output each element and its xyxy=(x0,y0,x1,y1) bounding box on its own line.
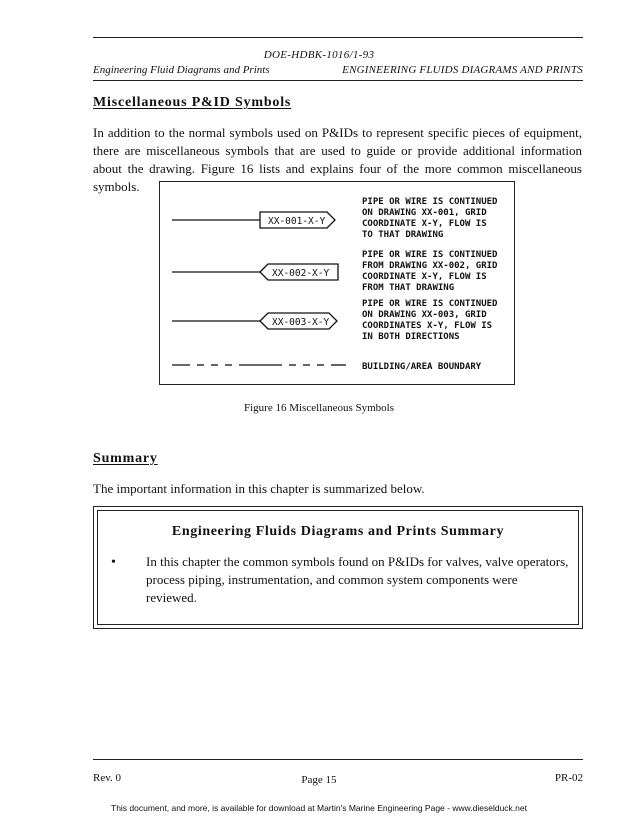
summary-bullet-text: In this chapter the common symbols found on P&IDs for valves, valve operators, process piping, instrumentation, and common system components were reviewed. xyxy=(146,554,569,605)
symbol-2-desc-line-1: PIPE OR WIRE IS CONTINUED xyxy=(362,250,498,260)
symbol-1-desc-line-1: PIPE OR WIRE IS CONTINUED xyxy=(362,197,498,207)
footer-page-number: Page 15 xyxy=(301,774,337,786)
summary-title: Engineering Fluids Diagrams and Prints Summary xyxy=(171,524,505,539)
misc-symbols-diagram xyxy=(160,182,514,384)
header-bottom-rule xyxy=(93,80,583,81)
section-paragraph-summary: The important information in this chapter is summarized below. xyxy=(93,481,425,496)
figure-caption: Figure 16 Miscellaneous Symbols xyxy=(243,402,395,414)
symbol-3-desc-line-1: PIPE OR WIRE IS CONTINUED xyxy=(362,299,498,309)
footer-rule xyxy=(93,759,583,760)
symbol-1-tag-label: XX-001-X-Y xyxy=(268,216,326,227)
symbol-3-desc-line-4: IN BOTH DIRECTIONS xyxy=(362,332,460,342)
section-heading-summary: Summary xyxy=(93,451,158,466)
section-heading-misc-symbols: Miscellaneous P&ID Symbols xyxy=(93,95,292,110)
symbol-3-desc-line-2: ON DRAWING XX-003, GRID xyxy=(362,310,487,320)
footer-code: PR-02 xyxy=(554,772,583,784)
header-top-rule xyxy=(93,37,583,38)
footer-revision: Rev. 0 xyxy=(93,772,122,784)
header-right-title: ENGINEERING FLUIDS DIAGRAMS AND PRINTS xyxy=(342,64,583,76)
figure-16 xyxy=(159,181,515,385)
symbol-4-desc-line-1: BUILDING/AREA BOUNDARY xyxy=(362,362,482,372)
symbol-3-desc-line-3: COORDINATES X-Y, FLOW IS xyxy=(362,321,493,331)
symbol-3-tag-label: XX-003-X-Y xyxy=(272,317,330,328)
symbol-1-desc-line-4: TO THAT DRAWING xyxy=(362,230,444,240)
section-paragraph-misc-symbols: In addition to the normal symbols used on P&IDs to represent specific pieces of equipment, there are miscellaneous symbols that are used to guide or provide additional information about the drawing. Figure 16 lists and explains four of the more common miscellaneous symbols. xyxy=(93,125,582,194)
download-footnote: This document, and more, is available for download at Martin's Marine Engineering Page - www.dieselduck.net xyxy=(111,803,527,813)
symbol-2-desc-line-3: COORDINATE X-Y, FLOW IS xyxy=(362,272,487,282)
symbol-1-desc-line-2: ON DRAWING XX-001, GRID xyxy=(362,208,487,218)
symbol-2-tag-label: XX-002-X-Y xyxy=(272,268,330,279)
symbol-2-desc-line-4: FROM THAT DRAWING xyxy=(362,283,455,293)
symbol-2-desc-line-2: FROM DRAWING XX-002, GRID xyxy=(362,261,498,271)
header-left-title: Engineering Fluid Diagrams and Prints xyxy=(93,64,270,76)
bullet-icon: • xyxy=(111,555,116,570)
symbol-1-desc-line-3: COORDINATE X-Y, FLOW IS xyxy=(362,219,487,229)
doc-number: DOE-HDBK-1016/1-93 xyxy=(263,49,375,61)
